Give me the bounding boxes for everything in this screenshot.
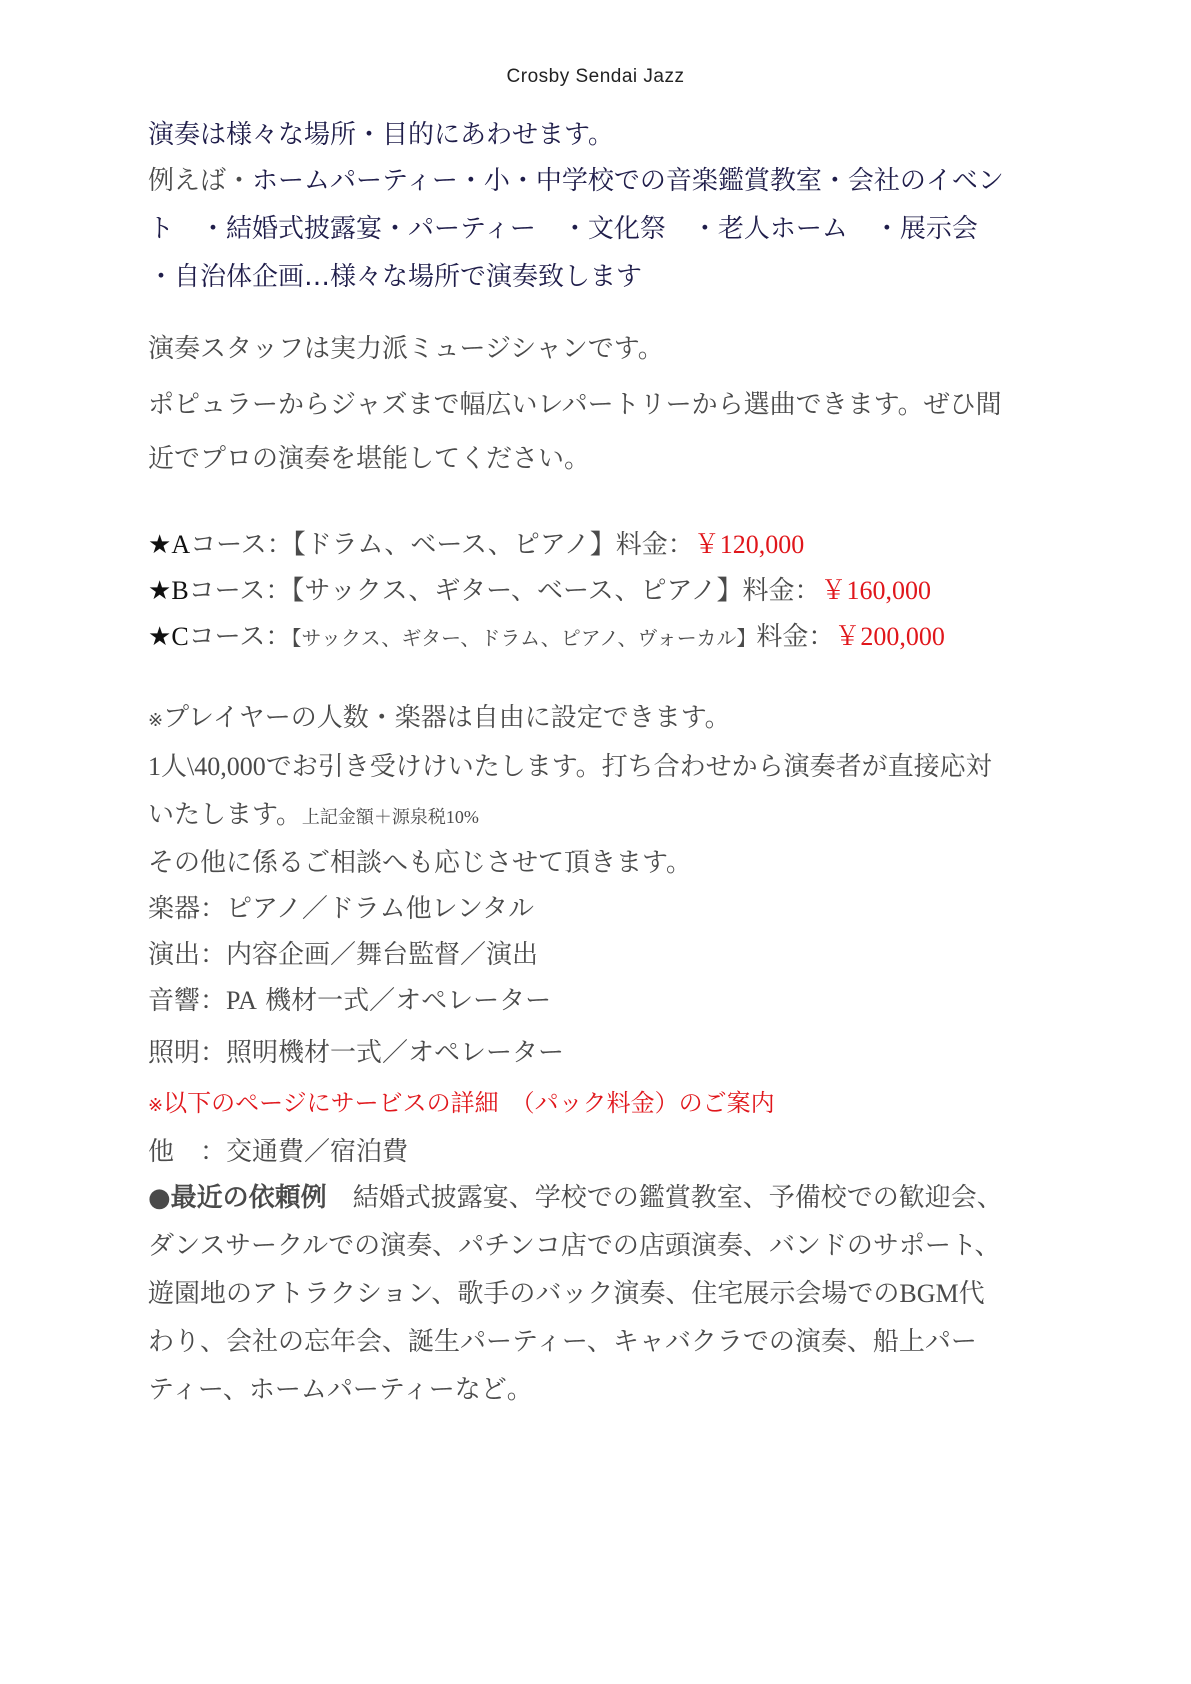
- course-price: ￥160,000: [820, 576, 931, 605]
- per-person-line2: いたします。: [148, 800, 302, 830]
- note-players-text: プレイヤーの人数・楽器は自由に設定できます。: [163, 703, 731, 733]
- per-person-price: 1人\40,000: [148, 752, 266, 781]
- note-other: 他 ：交通費／宿泊費: [148, 1137, 409, 1167]
- recent-line3-bgm: BGM: [899, 1279, 959, 1308]
- course-label: コース：: [188, 576, 292, 606]
- course-instruments: 【サックス、ギター、ベース、ピアノ】: [291, 576, 743, 606]
- service-mark: ※: [148, 1095, 164, 1116]
- staff-line1: 演奏スタッフは実力派ミュージシャンです。: [148, 334, 664, 364]
- note-consult: その他に係るご相談へも応じさせて頂きます。: [148, 848, 692, 878]
- recent-heading: ●最近の依頼例: [148, 1183, 327, 1213]
- document-header: Crosby Sendai Jazz: [506, 66, 685, 87]
- course-b: [148, 574, 1078, 608]
- per-person-text: でお引き受けけいたします。打ち合わせから演奏者が直接応対: [265, 752, 992, 782]
- note-lighting: 照明：照明機材一式／オペレーター: [148, 1038, 565, 1068]
- note-service: [148, 1086, 1078, 1123]
- course-label: コース：: [188, 622, 292, 652]
- document-body: [148, 118, 1078, 1407]
- course-label: コース：: [190, 530, 293, 560]
- note-direction: 演出：内容企画／舞台監督／演出: [148, 940, 539, 970]
- tax-note: 上記金額＋源泉税10%: [301, 807, 479, 827]
- course-fee-label: 料金：: [742, 576, 821, 606]
- sound-rest: 機材一式／オペレーター: [256, 986, 552, 1016]
- recent-line3: [148, 1277, 1078, 1311]
- course-c: [148, 620, 1078, 655]
- recent-line3-b: 代: [958, 1279, 985, 1309]
- intro-examples-line1: [148, 164, 1078, 198]
- course-instruments: 【サックス、ギター、ドラム、ピアノ、ヴォーカル】: [291, 626, 757, 650]
- sound-label: 音響：: [148, 986, 227, 1016]
- examples-line1-rest: ホームパーティー・小・中学校での音楽鑑賞教室・会社のイベン: [252, 166, 1004, 196]
- staff-line3: 近でプロの演奏を堪能してください。: [148, 444, 591, 474]
- intro-examples-line3: ・自治体企画…様々な場所で演奏致します: [148, 262, 643, 292]
- note-per-person-line2: [148, 798, 1078, 834]
- star-icon: ★: [148, 530, 172, 560]
- course-a: [148, 528, 1078, 562]
- service-text: 以下のページにサービスの詳細 （パック料金）のご案内: [163, 1089, 775, 1117]
- sound-pa: PA: [226, 986, 257, 1015]
- course-price: ￥200,000: [834, 622, 945, 651]
- recent-line2: ダンスサークルでの演奏、パチンコ店での店頭演奏、バンドのサポート、: [148, 1231, 1001, 1261]
- course-fee-label: 料金：: [615, 530, 694, 560]
- course-price: ￥120,000: [693, 530, 805, 559]
- recent-line4: わり、会社の忘年会、誕生パーティー、キャバクラでの演奏、船上パー: [148, 1327, 977, 1357]
- course-fee-label: 料金：: [756, 622, 835, 652]
- note-mark: ※: [148, 710, 164, 731]
- course-code: B: [171, 576, 189, 605]
- course-instruments: 【ドラム、ベース、ピアノ】: [292, 530, 616, 560]
- note-sound: [148, 984, 1078, 1018]
- staff-line2: ポピュラーからジャズまで幅広いレパートリーから選曲できます。ぜひ間: [148, 390, 1002, 420]
- recent-line1-text: 結婚式披露宴、学校での鑑賞教室、予備校での歓迎会、: [326, 1183, 1003, 1213]
- course-code: A: [171, 530, 191, 559]
- intro-headline: 演奏は様々な場所・目的にあわせます。: [148, 120, 614, 150]
- note-per-person: [148, 750, 1078, 784]
- recent-line1: [148, 1181, 1078, 1215]
- note-instruments: 楽器：ピアノ／ドラム他レンタル: [148, 894, 534, 924]
- recent-line5: ティー、ホームパーティーなど。: [148, 1375, 533, 1405]
- recent-line3-a: 遊園地のアトラクション、歌手のバック演奏、住宅展示会場での: [148, 1279, 900, 1309]
- star-icon: ★: [148, 576, 172, 606]
- course-code: C: [171, 622, 189, 651]
- intro-examples-line2: ト ・結婚式披露宴・パーティー ・文化祭 ・老人ホーム ・展示会: [148, 214, 978, 244]
- star-icon: ★: [148, 622, 172, 652]
- examples-lead: 例えば・: [148, 166, 253, 196]
- note-players: [148, 701, 1078, 738]
